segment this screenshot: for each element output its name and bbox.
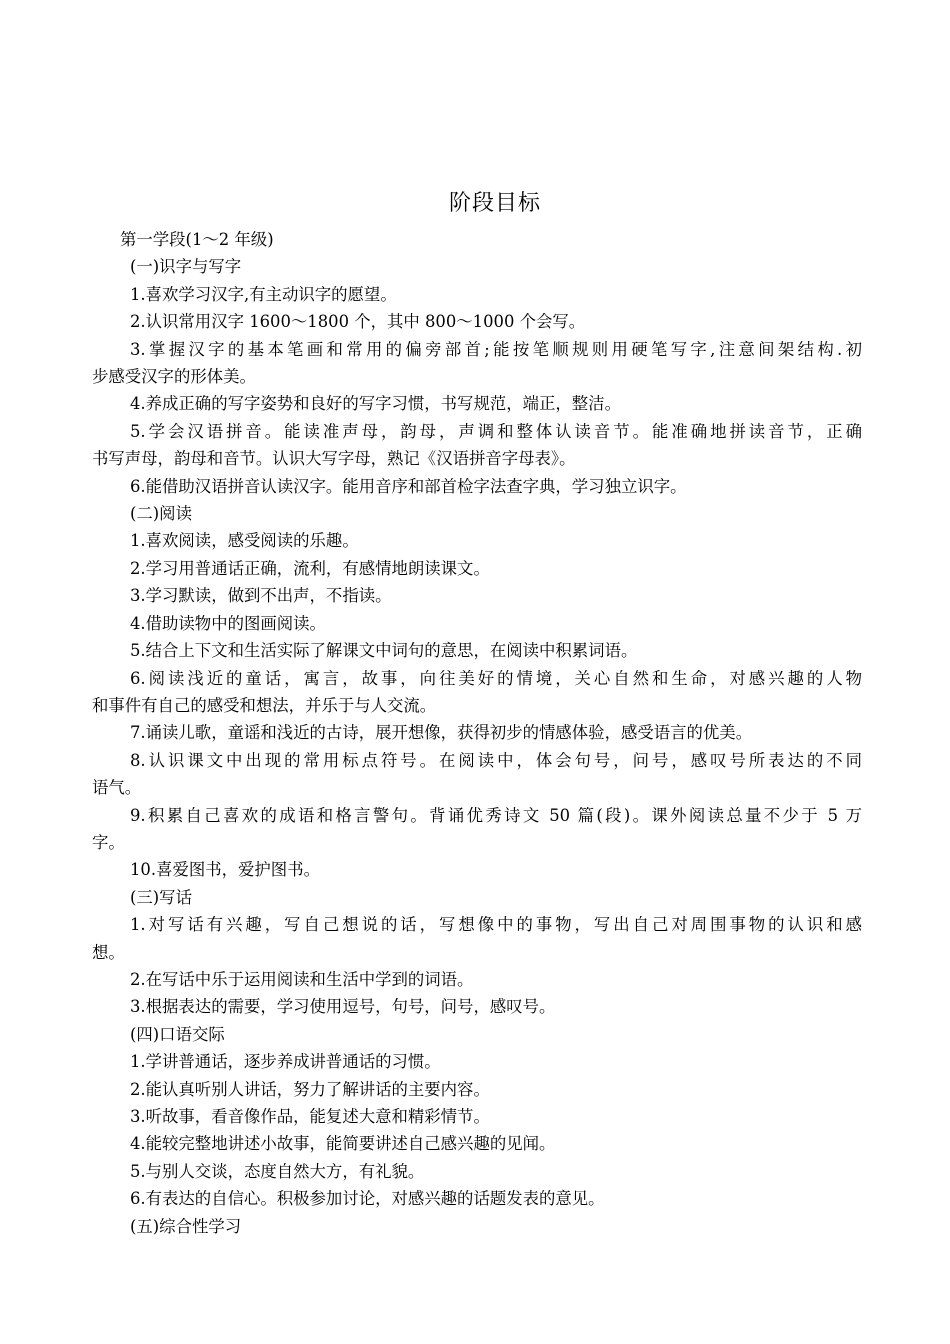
list-item-continuation: 步感受汉字的形体美。: [92, 367, 256, 387]
list-item: 3.听故事，看音像作品，能复述大意和精彩情节。: [130, 1107, 490, 1126]
list-item-continuation: 语气。: [92, 778, 142, 798]
list-item: 5.学会汉语拼音。能读准声母，韵母，声调和整体认读音节。能准确地拼读音节，正确: [130, 421, 862, 441]
subsection-heading: (三)写话: [130, 887, 192, 907]
document-title: 阶段目标: [448, 191, 541, 216]
list-item: 7.诵读儿歌，童谣和浅近的古诗，展开想像，获得初步的情感体验，感受语言的优美。: [130, 723, 753, 743]
list-item: 2.能认真听别人讲话，努力了解讲话的主要内容。: [130, 1079, 490, 1099]
list-item: 4.借助读物中的图画阅读。: [130, 613, 326, 633]
list-item: 4.养成正确的写字姿势和良好的写字习惯，书写规范，端正，整洁。: [130, 394, 621, 414]
section-heading: 第一学段(1～2 年级): [120, 230, 274, 249]
list-item: 1.对写话有兴趣，写自己想说的话，写想像中的事物，写出自己对周围事物的认识和感: [130, 915, 862, 935]
list-item: 9.积累自己喜欢的成语和格言警句。背诵优秀诗文 50 篇(段)。课外阅读总量不少于 5 万: [130, 805, 862, 825]
list-item: 1.喜欢阅读，感受阅读的乐趣。: [130, 531, 359, 551]
list-item: 5.结合上下文和生活实际了解课文中词句的意思，在阅读中积累词语。: [130, 641, 638, 661]
list-item: 3.学习默读，做到不出声，不指读。: [130, 586, 392, 606]
list-item-continuation: 和事件有自己的感受和想法，并乐于与人交流。: [92, 695, 437, 715]
list-item: 5.与别人交谈，态度自然大方，有礼貌。: [130, 1161, 425, 1181]
list-item: 4.能较完整地讲述小故事，能简要讲述自己感兴趣的见闻。: [130, 1134, 556, 1154]
list-item: 8.认识课文中出现的常用标点符号。在阅读中，体会句号，问号，感叹号所表达的不同: [130, 750, 862, 770]
list-item: 2.认识常用汉字 1600～1800 个，其中 800～1000 个会写。: [130, 312, 586, 332]
list-item: 2.在写话中乐于运用阅读和生活中学到的词语。: [130, 969, 474, 989]
list-item: 1.学讲普通话，逐步养成讲普通话的习惯。: [130, 1052, 441, 1072]
list-item: 3.根据表达的需要，学习使用逗号，句号，问号，感叹号。: [130, 997, 556, 1017]
list-item: 1.喜欢学习汉字,有主动识字的愿望。: [130, 284, 397, 304]
list-item: 6.有表达的自信心。积极参加讨论，对感兴趣的话题发表的意见。: [130, 1189, 605, 1209]
list-item: 2.学习用普通话正确，流利，有感情地朗读课文。: [130, 558, 490, 578]
subsection-heading: (一)识字与写字: [130, 257, 242, 277]
list-item: 6.阅读浅近的童话，寓言，故事，向往美好的情境，关心自然和生命，对感兴趣的人物: [130, 668, 862, 688]
subsection-heading: (二)阅读: [130, 504, 192, 524]
list-item-continuation: 想。: [92, 942, 125, 962]
subsection-heading: (四)口语交际: [130, 1024, 225, 1044]
subsection-heading: (五)综合性学习: [130, 1216, 242, 1236]
list-item-continuation: 字。: [92, 832, 125, 852]
list-item: 10.喜爱图书，爱护图书。: [130, 860, 320, 880]
list-item-continuation: 书写声母，韵母和音节。认识大写字母，熟记《汉语拼音字母表》。: [92, 449, 576, 469]
document-body: [92, 226, 862, 1240]
list-item: 6.能借助汉语拼音认读汉字。能用音序和部首检字法查字典，学习独立识字。: [130, 476, 687, 496]
list-item: 3.掌握汉字的基本笔画和常用的偏旁部首;能按笔顺规则用硬笔写字,注意间架结构.初: [130, 339, 862, 359]
